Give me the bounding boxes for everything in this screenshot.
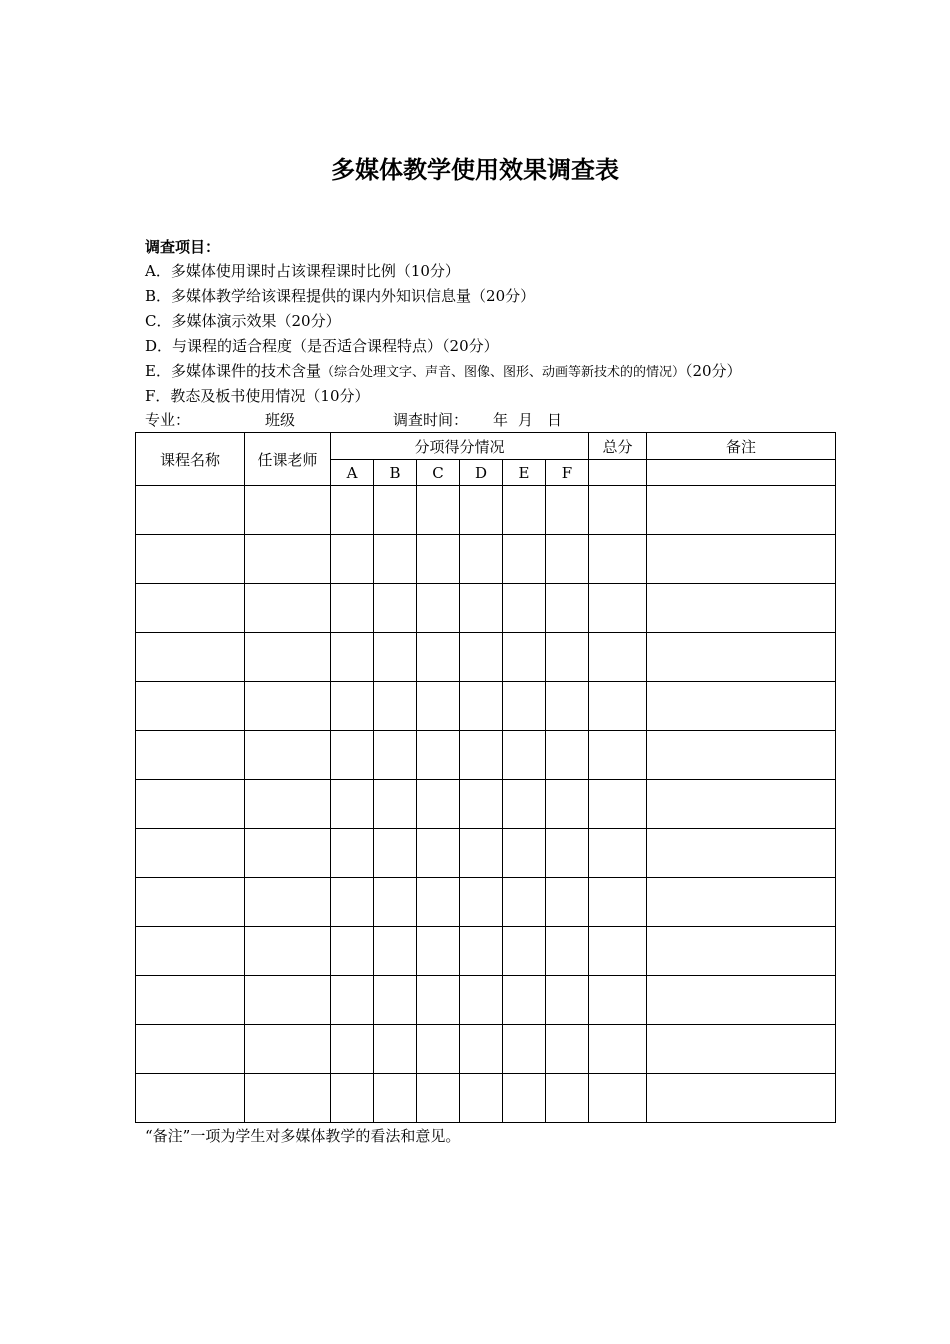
score-b-cell[interactable] xyxy=(374,1074,417,1123)
score-f-cell[interactable] xyxy=(546,976,589,1025)
score-e-cell[interactable] xyxy=(503,1074,546,1123)
score-d-cell[interactable] xyxy=(460,829,503,878)
table-row xyxy=(136,731,836,780)
score-e-cell[interactable] xyxy=(503,878,546,927)
course-name-cell[interactable] xyxy=(136,584,245,633)
score-e-cell[interactable] xyxy=(503,633,546,682)
remarks-cell[interactable] xyxy=(647,1025,836,1074)
month-label: 月 xyxy=(518,411,534,429)
score-c-cell[interactable] xyxy=(417,927,460,976)
score-c-cell[interactable] xyxy=(417,731,460,780)
score-a-cell[interactable] xyxy=(331,486,374,535)
table-row xyxy=(136,829,836,878)
survey-item-text: F．教态及板书使用情况（10分） xyxy=(145,387,370,405)
subscores-header: 分项得分情况 xyxy=(331,433,589,460)
score-f-cell[interactable] xyxy=(546,780,589,829)
survey-item-text: D．与课程的适合程度（是否适合课程特点）（20分） xyxy=(145,337,499,355)
subscore-d-header: D xyxy=(460,460,503,486)
survey-item-b xyxy=(145,284,742,309)
total-cell[interactable] xyxy=(589,927,647,976)
survey-item-text: C．多媒体演示效果（20分） xyxy=(145,312,341,330)
survey-table-body xyxy=(136,433,836,1123)
survey-item-text: E．多媒体课件的技术含量 xyxy=(145,362,321,380)
course-name-cell[interactable] xyxy=(136,731,245,780)
score-a-cell[interactable] xyxy=(331,878,374,927)
score-d-cell[interactable] xyxy=(460,731,503,780)
survey-item-c xyxy=(145,309,742,334)
score-f-cell[interactable] xyxy=(546,535,589,584)
score-b-cell[interactable] xyxy=(374,486,417,535)
course-name-cell[interactable] xyxy=(136,535,245,584)
score-e-cell[interactable] xyxy=(503,780,546,829)
score-d-cell[interactable] xyxy=(460,535,503,584)
teacher-cell[interactable] xyxy=(245,878,331,927)
score-a-cell[interactable] xyxy=(331,1025,374,1074)
table-row xyxy=(136,486,836,535)
score-e-cell[interactable] xyxy=(503,584,546,633)
table-row xyxy=(136,1025,836,1074)
score-d-cell[interactable] xyxy=(460,878,503,927)
total-cell[interactable] xyxy=(589,633,647,682)
teacher-cell[interactable] xyxy=(245,976,331,1025)
teacher-cell[interactable] xyxy=(245,535,331,584)
score-d-cell[interactable] xyxy=(460,584,503,633)
subscore-a-header: A xyxy=(331,460,374,486)
score-f-cell[interactable] xyxy=(546,633,589,682)
major-label: 专业： xyxy=(145,411,191,429)
score-c-cell[interactable] xyxy=(417,878,460,927)
score-f-cell[interactable] xyxy=(546,1025,589,1074)
score-a-cell[interactable] xyxy=(331,976,374,1025)
survey-heading: 调查项目： xyxy=(145,238,221,256)
course-name-header: 课程名称 xyxy=(136,433,245,486)
score-f-cell[interactable] xyxy=(546,927,589,976)
course-name-cell[interactable] xyxy=(136,1074,245,1123)
remarks-cell[interactable] xyxy=(647,486,836,535)
survey-item-text: A．多媒体使用课时占该课程课时比例（10分） xyxy=(145,262,460,280)
score-c-cell[interactable] xyxy=(417,976,460,1025)
remarks-cell[interactable] xyxy=(647,1074,836,1123)
score-b-cell[interactable] xyxy=(374,633,417,682)
survey-time-label: 调查时间： xyxy=(393,411,469,429)
total-cell[interactable] xyxy=(589,780,647,829)
score-b-cell[interactable] xyxy=(374,682,417,731)
score-c-cell[interactable] xyxy=(417,1025,460,1074)
score-c-cell[interactable] xyxy=(417,780,460,829)
table-header-row xyxy=(136,433,836,460)
remarks-cell[interactable] xyxy=(647,976,836,1025)
score-a-cell[interactable] xyxy=(331,682,374,731)
day-label: 日 xyxy=(547,411,563,429)
subscore-c-header: C xyxy=(417,460,460,486)
score-e-cell[interactable] xyxy=(503,976,546,1025)
total-cell[interactable] xyxy=(589,976,647,1025)
table-row xyxy=(136,682,836,731)
page-title: 多媒体教学使用效果调查表 xyxy=(331,156,619,184)
remarks-header: 备注 xyxy=(647,433,836,460)
teacher-cell[interactable] xyxy=(245,584,331,633)
score-d-cell[interactable] xyxy=(460,1074,503,1123)
course-name-cell[interactable] xyxy=(136,878,245,927)
subscore-e-header: E xyxy=(503,460,546,486)
total-cell[interactable] xyxy=(589,535,647,584)
score-a-cell[interactable] xyxy=(331,829,374,878)
score-b-cell[interactable] xyxy=(374,1025,417,1074)
course-name-cell[interactable] xyxy=(136,633,245,682)
survey-item-note: （综合处理文字、声音、图像、图形、动画等新技术的的情况） xyxy=(320,365,685,380)
teacher-cell[interactable] xyxy=(245,682,331,731)
score-d-cell[interactable] xyxy=(460,780,503,829)
form-meta-line xyxy=(145,408,562,432)
course-name-cell[interactable] xyxy=(136,486,245,535)
score-a-cell[interactable] xyxy=(331,780,374,829)
survey-item-a xyxy=(145,259,742,284)
total-cell[interactable] xyxy=(589,682,647,731)
teacher-cell[interactable] xyxy=(245,486,331,535)
table-row xyxy=(136,976,836,1025)
score-d-cell[interactable] xyxy=(460,1025,503,1074)
score-f-cell[interactable] xyxy=(546,1074,589,1123)
total-cell[interactable] xyxy=(589,486,647,535)
teacher-cell[interactable] xyxy=(245,780,331,829)
score-f-cell[interactable] xyxy=(546,878,589,927)
total-cell[interactable] xyxy=(589,1074,647,1123)
survey-item-e xyxy=(145,359,742,384)
teacher-cell[interactable] xyxy=(245,633,331,682)
remarks-cell[interactable] xyxy=(647,731,836,780)
remarks-subheader-cell xyxy=(647,460,836,486)
score-f-cell[interactable] xyxy=(546,584,589,633)
course-name-cell[interactable] xyxy=(136,780,245,829)
score-c-cell[interactable] xyxy=(417,584,460,633)
score-c-cell[interactable] xyxy=(417,535,460,584)
table-row xyxy=(136,780,836,829)
table-row xyxy=(136,633,836,682)
score-e-cell[interactable] xyxy=(503,927,546,976)
year-label: 年 xyxy=(493,411,509,429)
footnote: “备注”一项为学生对多媒体教学的看法和意见。 xyxy=(145,1127,461,1145)
table-row xyxy=(136,878,836,927)
score-f-cell[interactable] xyxy=(546,829,589,878)
survey-item-d xyxy=(145,334,742,359)
score-d-cell[interactable] xyxy=(460,486,503,535)
table-row xyxy=(136,1074,836,1123)
score-c-cell[interactable] xyxy=(417,682,460,731)
score-e-cell[interactable] xyxy=(503,1025,546,1074)
score-b-cell[interactable] xyxy=(374,976,417,1025)
total-subheader-cell xyxy=(589,460,647,486)
score-c-cell[interactable] xyxy=(417,1074,460,1123)
course-name-cell[interactable] xyxy=(136,682,245,731)
remarks-cell[interactable] xyxy=(647,682,836,731)
course-name-cell[interactable] xyxy=(136,976,245,1025)
score-b-cell[interactable] xyxy=(374,878,417,927)
course-name-cell[interactable] xyxy=(136,829,245,878)
teacher-cell[interactable] xyxy=(245,1074,331,1123)
score-f-cell[interactable] xyxy=(546,682,589,731)
score-b-cell[interactable] xyxy=(374,927,417,976)
remarks-cell[interactable] xyxy=(647,780,836,829)
score-a-cell[interactable] xyxy=(331,535,374,584)
remarks-cell[interactable] xyxy=(647,829,836,878)
survey-item-list xyxy=(145,259,742,409)
total-cell[interactable] xyxy=(589,878,647,927)
remarks-cell[interactable] xyxy=(647,633,836,682)
course-name-cell[interactable] xyxy=(136,1025,245,1074)
score-d-cell[interactable] xyxy=(460,976,503,1025)
class-label: 班级 xyxy=(265,411,296,429)
subscore-f-header: F xyxy=(546,460,589,486)
score-a-cell[interactable] xyxy=(331,633,374,682)
teacher-cell[interactable] xyxy=(245,829,331,878)
table-row xyxy=(136,535,836,584)
total-cell[interactable] xyxy=(589,584,647,633)
score-a-cell[interactable] xyxy=(331,731,374,780)
score-c-cell[interactable] xyxy=(417,486,460,535)
remarks-cell[interactable] xyxy=(647,927,836,976)
score-d-cell[interactable] xyxy=(460,927,503,976)
score-b-cell[interactable] xyxy=(374,780,417,829)
subscore-b-header: B xyxy=(374,460,417,486)
score-f-cell[interactable] xyxy=(546,731,589,780)
teacher-header: 任课老师 xyxy=(245,433,331,486)
score-a-cell[interactable] xyxy=(331,1074,374,1123)
score-d-cell[interactable] xyxy=(460,682,503,731)
total-cell[interactable] xyxy=(589,829,647,878)
score-e-cell[interactable] xyxy=(503,682,546,731)
total-cell[interactable] xyxy=(589,731,647,780)
score-f-cell[interactable] xyxy=(546,486,589,535)
score-c-cell[interactable] xyxy=(417,633,460,682)
table-row xyxy=(136,927,836,976)
remarks-cell[interactable] xyxy=(647,584,836,633)
total-header: 总分 xyxy=(589,433,647,460)
score-e-cell[interactable] xyxy=(503,829,546,878)
table-row xyxy=(136,584,836,633)
score-b-cell[interactable] xyxy=(374,535,417,584)
score-d-cell[interactable] xyxy=(460,633,503,682)
survey-table xyxy=(135,432,836,1123)
score-b-cell[interactable] xyxy=(374,829,417,878)
score-e-cell[interactable] xyxy=(503,731,546,780)
survey-item-f xyxy=(145,384,742,409)
course-name-cell[interactable] xyxy=(136,927,245,976)
score-a-cell[interactable] xyxy=(331,584,374,633)
score-b-cell[interactable] xyxy=(374,731,417,780)
score-b-cell[interactable] xyxy=(374,584,417,633)
survey-item-text: B．多媒体教学给该课程提供的课内外知识信息量（20分） xyxy=(145,287,536,305)
score-e-cell[interactable] xyxy=(503,535,546,584)
remarks-cell[interactable] xyxy=(647,535,836,584)
teacher-cell[interactable] xyxy=(245,731,331,780)
score-a-cell[interactable] xyxy=(331,927,374,976)
score-e-cell[interactable] xyxy=(503,486,546,535)
teacher-cell[interactable] xyxy=(245,1025,331,1074)
remarks-cell[interactable] xyxy=(647,878,836,927)
survey-item-score: （20分） xyxy=(684,362,742,380)
total-cell[interactable] xyxy=(589,1025,647,1074)
teacher-cell[interactable] xyxy=(245,927,331,976)
score-c-cell[interactable] xyxy=(417,829,460,878)
